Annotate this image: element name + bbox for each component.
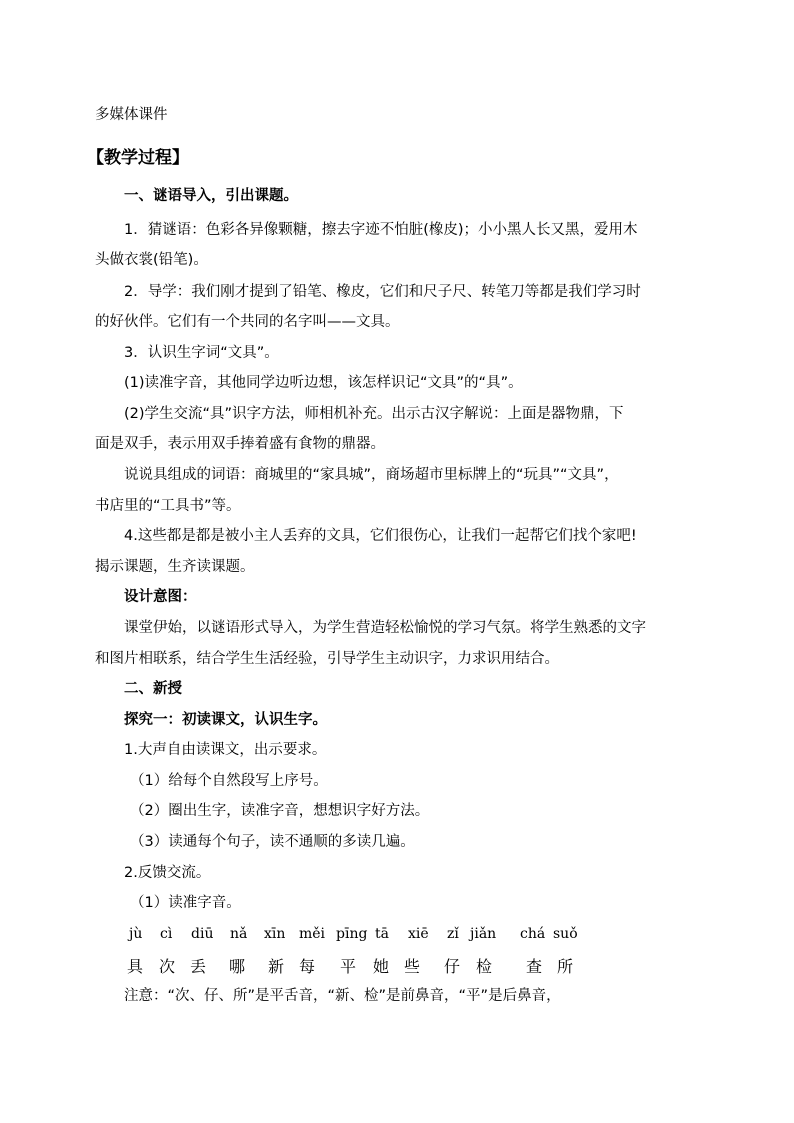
pinyin-item: nǎ <box>230 926 248 942</box>
paragraph-2a: 2．导学：我们刚才提到了铅笔、橡皮，它们和尺子尺、转笔刀等都是我们学习时 <box>124 284 641 300</box>
character-item: 每 <box>299 957 316 976</box>
paragraph-1b: 头做衣裳(铅笔)。 <box>95 252 208 268</box>
pinyin-item: jù <box>129 926 143 942</box>
paragraph-2b: 的好伙伴。它们有一个共同的名字叫——文具。 <box>95 314 400 330</box>
paragraph-3-3a: 说说具组成的词语：商城里的“家具城”，商场超市里标牌上的“玩具”“文具”， <box>124 467 619 483</box>
pinyin-item: měi <box>299 926 326 942</box>
pinyin-item: chá <box>520 926 546 942</box>
design-label: 设计意图： <box>124 589 197 605</box>
pinyin-item: tā <box>375 926 389 942</box>
pinyin-item: suǒ <box>553 926 578 942</box>
intro-label: 多媒体课件 <box>95 107 168 123</box>
pinyin-item: diū <box>191 926 214 942</box>
step-2: 2.反馈交流。 <box>124 865 211 881</box>
pinyin-item: cì <box>160 926 173 942</box>
character-item: 些 <box>404 957 421 976</box>
character-item: 查 <box>526 957 543 976</box>
paragraph-3-2a: (2)学生交流“具”识字方法，师相机补充。出示古汉字解说：上面是器物鼎，下 <box>124 406 624 422</box>
pinyin-item: xiē <box>408 926 429 942</box>
pinyin-item: xīn <box>264 926 286 942</box>
character-item: 检 <box>476 957 493 976</box>
paragraph-1a: 1．猜谜语：色彩各异像颗糖，擦去字迹不怕脏(橡皮)；小小黑人长又黑，爱用木 <box>124 222 638 238</box>
character-item: 具 <box>127 957 144 976</box>
paragraph-4a: 4.这些都是都是被小主人丢弃的文具，它们很伤心，让我们一起帮它们找个家吧! <box>124 528 637 544</box>
part1-heading: 一、谜语导入，引出课题。 <box>124 188 298 204</box>
character-item: 次 <box>159 957 176 976</box>
step-2-1: （1）读准字音。 <box>130 895 241 911</box>
pinyin-item: pīng <box>336 926 368 942</box>
design-text-b: 和图片相联系，结合学生生活经验，引导学生主动识字，力求识用结合。 <box>95 651 559 667</box>
character-item: 所 <box>557 957 574 976</box>
paragraph-3-3b: 书店里的“工具书”等。 <box>95 498 241 514</box>
step-1-2: （2）圈出生字，读准字音，想想识字好方法。 <box>130 803 430 819</box>
paragraph-3: 3．认识生字词“文具”。 <box>124 345 279 361</box>
pronunciation-note: 注意：“次、仔、所”是平舌音，“新、检”是前鼻音，“平”是后鼻音， <box>124 988 561 1004</box>
section-title: 【教学过程】 <box>87 148 189 168</box>
character-item: 哪 <box>229 957 246 976</box>
character-item: 平 <box>340 957 357 976</box>
step-1: 1.大声自由读课文，出示要求。 <box>124 742 327 758</box>
step-1-3: （3）读通每个句子，读不通顺的多读几遍。 <box>130 834 415 850</box>
character-item: 丢 <box>190 957 207 976</box>
design-text-a: 课堂伊始，以谜语形式导入，为学生营造轻松愉悦的学习气氛。将学生熟悉的文字 <box>124 620 646 636</box>
character-item: 新 <box>268 957 285 976</box>
part2-heading: 二、新授 <box>124 681 182 697</box>
explore1-heading: 探究一：初读课文，认识生字。 <box>124 712 327 728</box>
paragraph-3-1: (1)读准字音，其他同学边听边想，该怎样识记“文具”的“具”。 <box>124 375 523 391</box>
pinyin-item: jiǎn <box>470 926 497 942</box>
character-item: 她 <box>373 957 390 976</box>
paragraph-3-2b: 面是双手，表示用双手捧着盛有食物的鼎器。 <box>95 436 385 452</box>
pinyin-item: zǐ <box>447 926 459 942</box>
paragraph-4b: 揭示课题，生齐读课题。 <box>95 559 255 575</box>
step-1-1: （1）给每个自然段写上序号。 <box>130 773 328 789</box>
character-item: 仔 <box>444 957 461 976</box>
